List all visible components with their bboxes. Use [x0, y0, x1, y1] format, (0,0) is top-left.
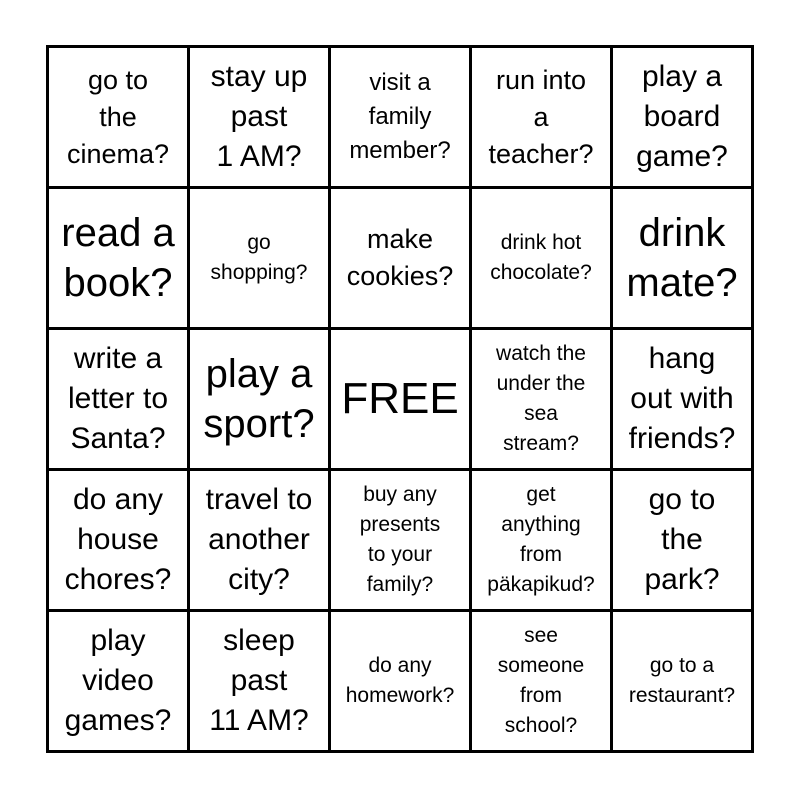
bingo-cell-label: run into a teacher? [488, 64, 594, 169]
bingo-cell[interactable] [331, 189, 469, 327]
bingo-cell[interactable] [472, 330, 610, 468]
bingo-cell-label: sleep past 11 AM? [209, 624, 309, 737]
bingo-cell-label: get anything from päkapikud? [487, 483, 595, 596]
bingo-cell-label: do any house chores? [64, 483, 172, 596]
bingo-cell-label: stay up past 1 AM? [210, 60, 308, 173]
bingo-cell-label: drink mate? [626, 211, 738, 305]
bingo-cell-label: watch the under the sea stream? [496, 342, 586, 455]
bingo-cell-label: see someone from school? [497, 624, 585, 737]
bingo-cell[interactable] [190, 471, 328, 609]
bingo-cell-label: play a board game? [636, 60, 728, 173]
bingo-cell[interactable] [190, 612, 328, 750]
bingo-cell[interactable] [331, 48, 469, 186]
bingo-cell[interactable] [472, 48, 610, 186]
bingo-cell[interactable] [472, 189, 610, 327]
bingo-cell[interactable] [49, 48, 187, 186]
bingo-cell[interactable] [190, 189, 328, 327]
bingo-cell-label: hang out with friends? [628, 342, 736, 455]
bingo-cell[interactable] [472, 471, 610, 609]
bingo-cell[interactable] [472, 612, 610, 750]
bingo-cell-label: play a sport? [203, 352, 315, 446]
bingo-cell-label: drink hot chocolate? [490, 231, 592, 284]
bingo-cell[interactable] [49, 612, 187, 750]
bingo-cell[interactable] [613, 48, 751, 186]
bingo-cell[interactable] [613, 612, 751, 750]
bingo-cell[interactable] [49, 471, 187, 609]
bingo-cell[interactable] [613, 471, 751, 609]
bingo-cell[interactable] [190, 48, 328, 186]
bingo-cell[interactable] [613, 189, 751, 327]
bingo-cell-label: go to the park? [644, 483, 720, 596]
bingo-cell-label: buy any presents to your family? [359, 483, 441, 596]
bingo-free-label: FREE [341, 374, 459, 423]
bingo-board [46, 45, 754, 753]
bingo-cell[interactable] [190, 330, 328, 468]
bingo-cell[interactable] [613, 330, 751, 468]
bingo-cell-label: travel to another city? [205, 483, 313, 596]
bingo-cell[interactable] [331, 471, 469, 609]
bingo-cell[interactable] [331, 612, 469, 750]
bingo-free-cell[interactable] [331, 330, 469, 468]
bingo-cell-label: play video games? [64, 624, 172, 737]
bingo-cell-label: make cookies? [346, 224, 454, 291]
bingo-cell-label: do any homework? [345, 654, 455, 707]
bingo-cell-label: go shopping? [210, 231, 308, 284]
bingo-cell-label: write a letter to Santa? [67, 342, 169, 455]
bingo-cell-label: read a book? [61, 211, 175, 305]
bingo-cell[interactable] [49, 189, 187, 327]
bingo-cell-label: go to a restaurant? [628, 654, 736, 707]
bingo-cell-label: visit a family member? [349, 69, 451, 164]
bingo-cell[interactable] [49, 330, 187, 468]
bingo-cell-label: go to the cinema? [66, 64, 170, 169]
